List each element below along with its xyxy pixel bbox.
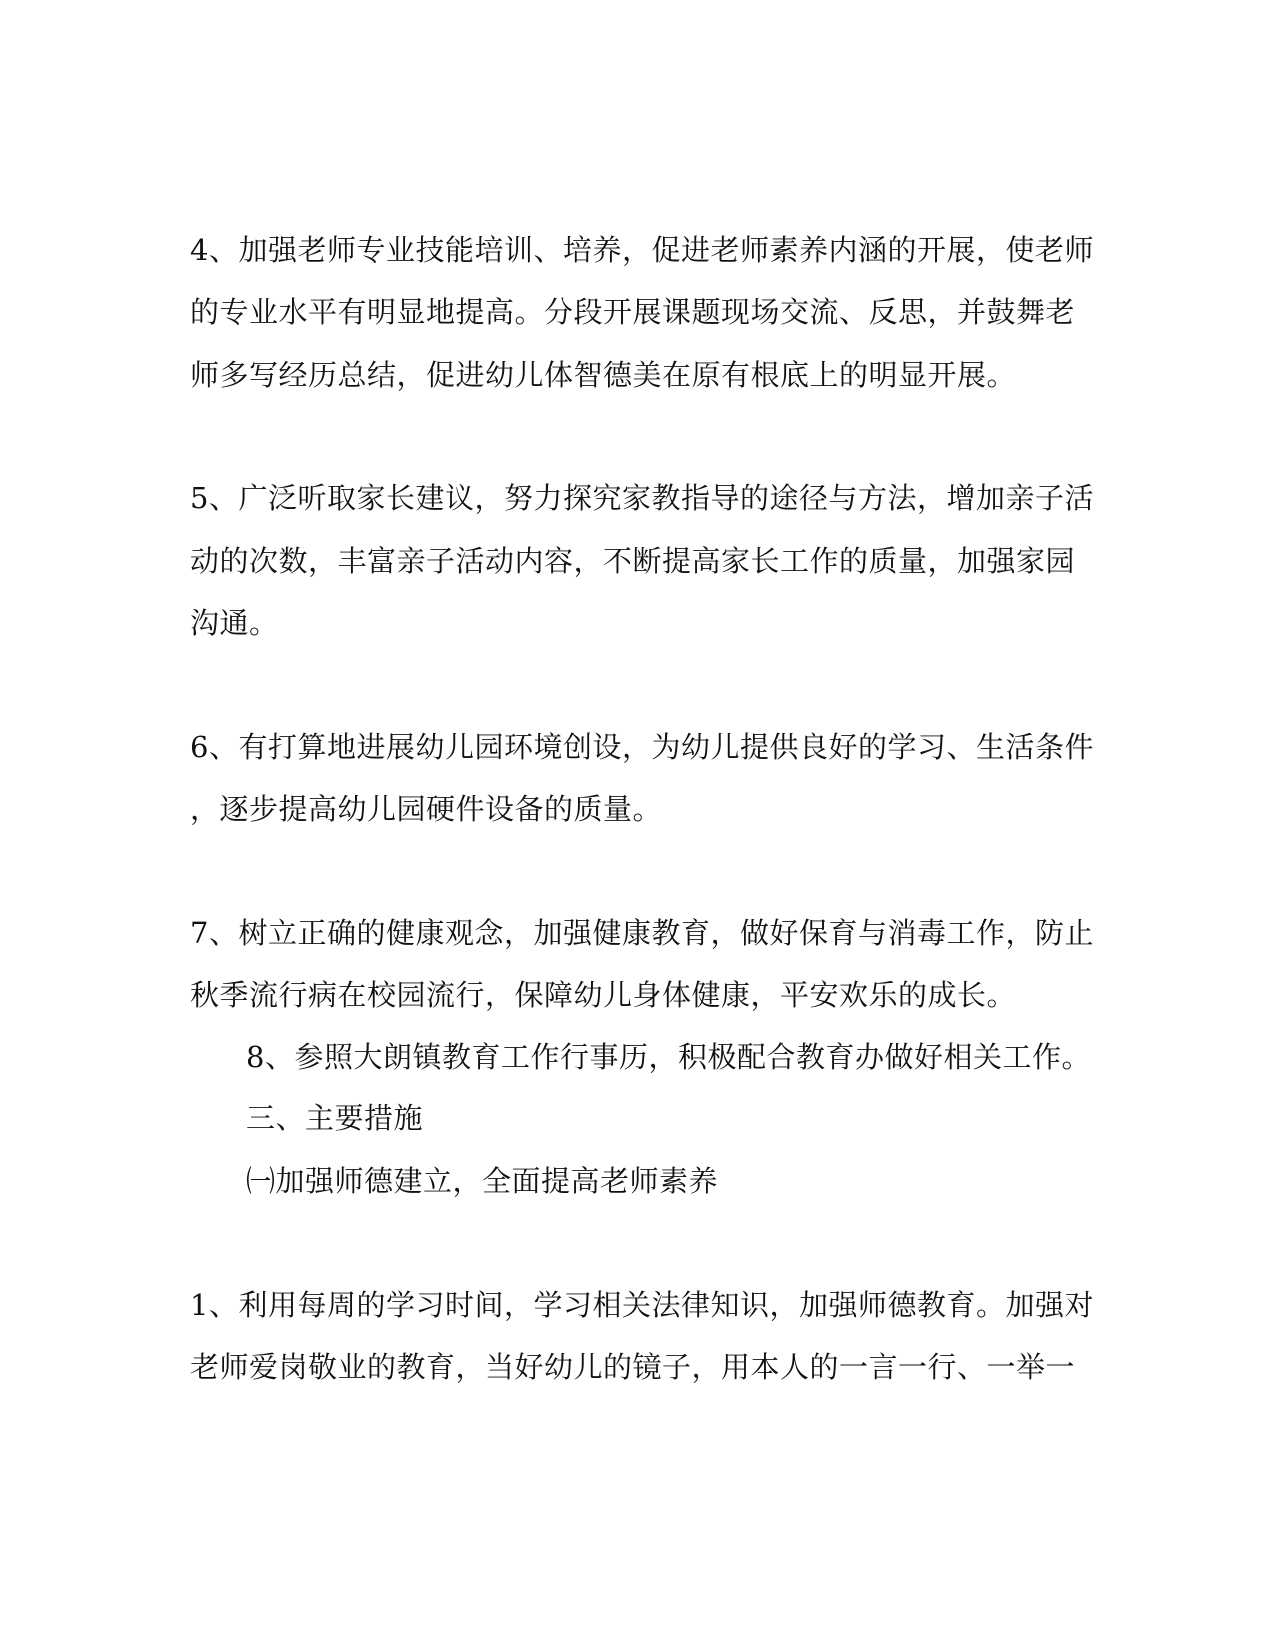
measure-1-line-1: 1、利用每周的学习时间，学习相关法律知识，加强师德教育。加强对 [190,1288,1094,1322]
item-8-line: 8、参照大朗镇教育工作行事历，积极配合教育办做好相关工作。 [246,1040,1091,1074]
item-5-line-1: 5、广泛听取家长建议，努力探究家教指导的途径与方法，增加亲子活 [190,481,1094,515]
item-7-line-1: 7、树立正确的健康观念，加强健康教育，做好保育与消毒工作，防止 [190,916,1094,950]
item-5-line-2: 动的次数，丰富亲子活动内容，不断提高家长工作的质量，加强家园 [190,544,1076,578]
item-6-line-2: ，逐步提高幼儿园硬件设备的质量。 [190,792,663,826]
item-7-line-2: 秋季流行病在校园流行，保障幼儿身体健康，平安欢乐的成长。 [190,978,1017,1012]
item-4-line-1: 4、加强老师专业技能培训、培养，促进老师素养内涵的开展，使老师 [190,233,1094,267]
section-heading: 三、主要措施 [246,1101,424,1135]
subsection-heading: ㈠加强师德建立，全面提高老师素养 [246,1164,719,1198]
item-4-line-3: 师多写经历总结，促进幼儿体智德美在原有根底上的明显开展。 [190,358,1017,392]
item-4-line-2: 的专业水平有明显地提高。分段开展课题现场交流、反思，并鼓舞老 [190,295,1076,329]
measure-1-line-2: 老师爱岗敬业的教育，当好幼儿的镜子，用本人的一言一行、一举一 [190,1350,1076,1384]
item-6-line-1: 6、有打算地进展幼儿园环境创设，为幼儿提供良好的学习、生活条件 [190,730,1094,764]
item-5-line-3: 沟通。 [190,606,279,640]
